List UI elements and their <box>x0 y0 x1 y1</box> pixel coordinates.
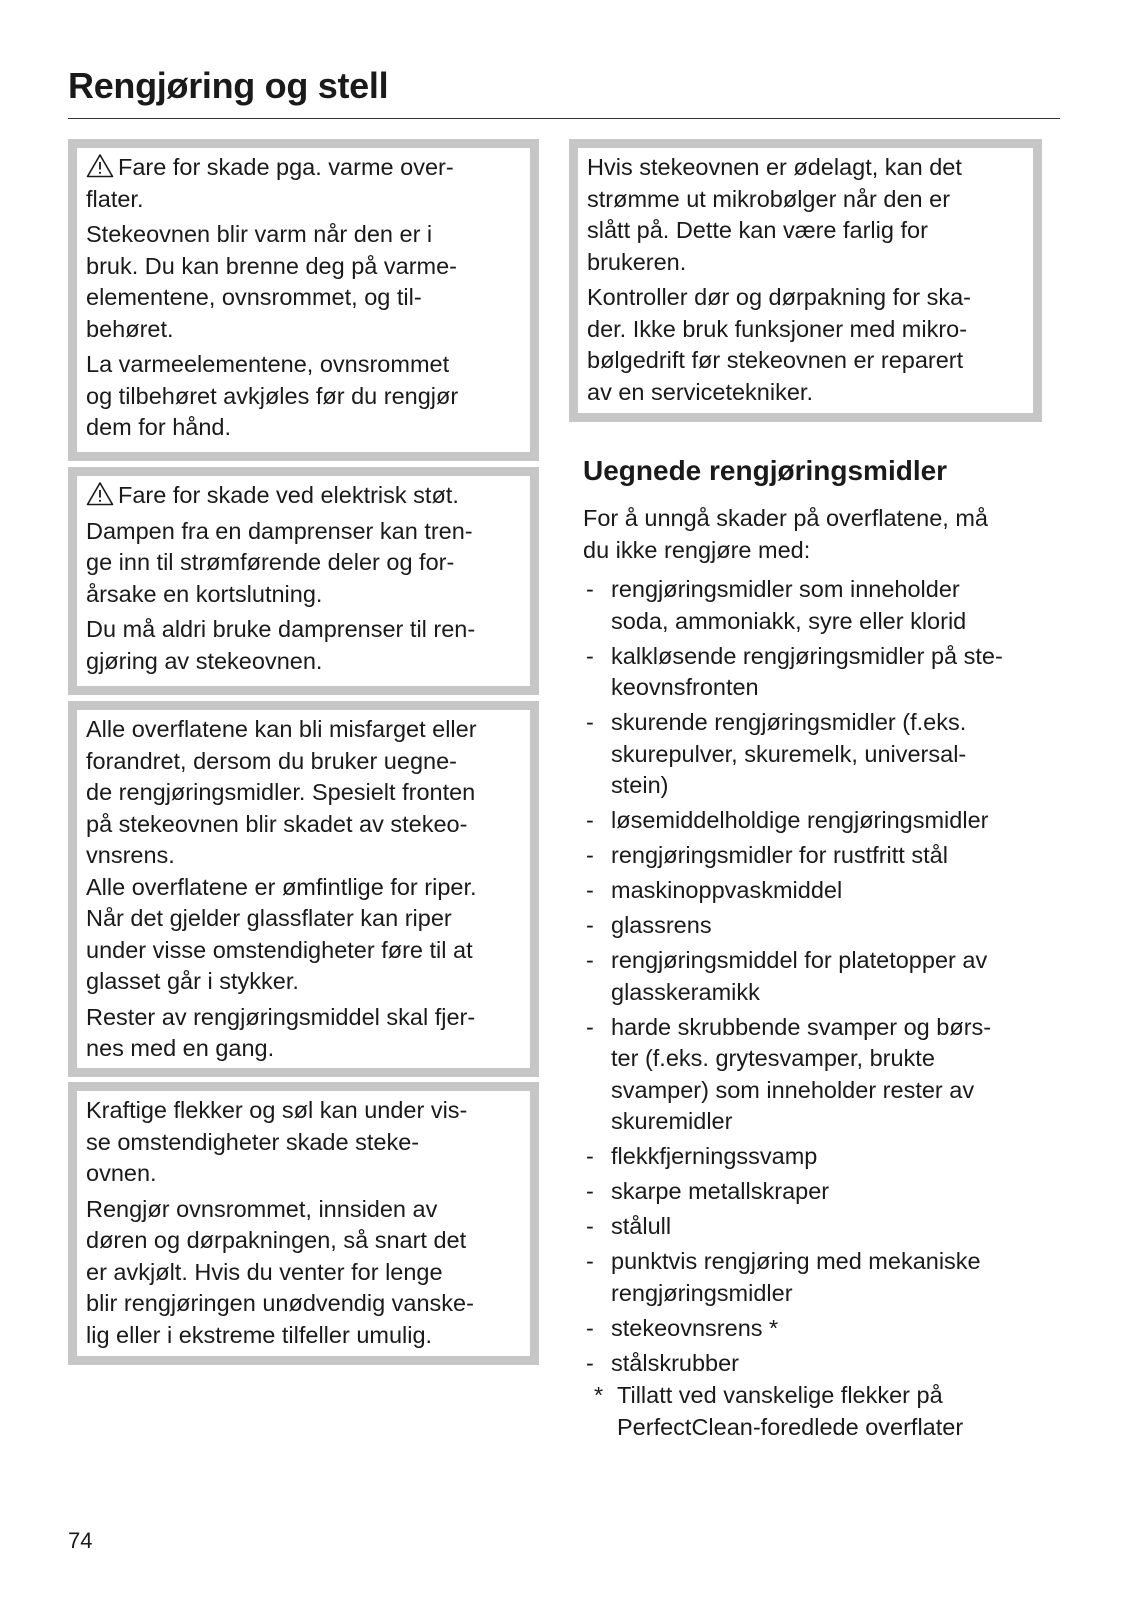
warning-box-electric <box>68 467 539 695</box>
list-item: - harde skrubbende svamper og børs- ter (f.eks. grytesvamper, brukte svamper) som inneholder rester av skuremidler <box>586 1013 992 1134</box>
notice-box-stains <box>68 1082 539 1365</box>
notice-text: Kontroller dør og dørpakning for ska- der. Ikke bruk funksjoner med mikro- bølgedrift før stekeovnen er reparert av en servicetekniker. <box>587 284 971 405</box>
list-item: - løsemiddelholdige rengjøringsmidler <box>583 805 1073 837</box>
list-dash: - <box>586 1178 594 1204</box>
list-dash: - <box>586 877 594 903</box>
list-dash: - <box>586 807 594 833</box>
footnote-marker: * <box>594 1382 604 1408</box>
list-dash: - <box>586 842 594 868</box>
warning-text: Dampen fra en damprenser kan tren- ge inn til strømførende deler og for- årsake en kortslutning. <box>86 517 473 607</box>
list-item: - rengjøringsmidler som inneholder soda, ammoniakk, syre eller klorid <box>586 576 967 634</box>
page-number: 74 <box>68 1528 93 1553</box>
list-item: - skarpe metallskraper <box>583 1176 1073 1208</box>
list-dash: - <box>586 947 594 973</box>
warning-box-heat <box>68 139 539 461</box>
notice-text: Rengjør ovnsrommet, innsiden av døren og dørpakningen, så snart det er avkjølt. Hvis du venter for lenge blir rengjøringen unødvendig vanske- lig eller i ekstreme tilfeller umulig. <box>86 1195 474 1348</box>
page-title: Rengjøring og stell <box>68 65 389 106</box>
warning-heading: Fare for skade pga. varme over- flater. <box>86 154 454 212</box>
section-intro: For å unngå skader på overflatene, må du ikke rengjøre med: <box>583 505 988 563</box>
list-item: - glassrens <box>583 910 1073 942</box>
list-dash: - <box>586 1314 594 1341</box>
list-item: - maskinoppvaskmiddel <box>583 875 1073 907</box>
list-item: - punktvis rengjøring med mekaniske rengjøringsmidler <box>586 1248 981 1306</box>
list-item: - rengjøringsmiddel for platetopper av glasskeramikk <box>586 947 988 1005</box>
notice-box-microwave <box>569 139 1042 422</box>
notice-text: Kraftige flekker og søl kan under vis- se omstendigheter skade steke- ovnen. <box>86 1097 468 1186</box>
warning-heading: Fare for skade ved elektrisk støt. <box>86 480 524 512</box>
warning-triangle-icon <box>86 481 114 506</box>
list-dash: - <box>586 576 594 602</box>
list-item: - flekkfjerningssvamp <box>583 1141 1073 1173</box>
warning-text: La varmeelementene, ovnsrommet og tilbehøret avkjøles før du rengjør dem for hånd. <box>86 351 459 440</box>
list-dash: - <box>586 1143 594 1169</box>
warning-text: Du må aldri bruke damprenser til ren- gjøring av stekeovnen. <box>86 616 476 674</box>
list-dash: - <box>586 1248 594 1274</box>
unsuitable-cleaners-list <box>583 574 1073 1383</box>
notice-text: Rester av rengjøringsmiddel skal fjer- nes med en gang. <box>86 1003 476 1061</box>
list-dash: - <box>586 642 594 669</box>
list-dash: - <box>586 912 594 938</box>
list-item: - rengjøringsmidler for rustfritt stål <box>583 840 1073 872</box>
section-title: Uegnede rengjøringsmidler <box>583 455 948 486</box>
list-item: - skurende rengjøringsmidler (f.eks. skurepulver, skuremelk, universal- stein) <box>586 709 967 798</box>
title-divider <box>68 118 1060 119</box>
footnote: * Tillatt ved vanskelige flekker på PerfectClean-foredlede overflater <box>594 1382 964 1440</box>
list-item: - stålskrubber <box>583 1348 1073 1380</box>
list-item: - stekeovnsrens * <box>583 1313 1073 1345</box>
notice-box-surfaces <box>68 701 539 1077</box>
list-dash: - <box>586 1349 594 1376</box>
list-dash: - <box>586 1013 594 1040</box>
list-item: - kalkløsende rengjøringsmidler på ste- keovnsfronten <box>586 642 1003 700</box>
list-dash: - <box>586 709 594 735</box>
warning-text: Stekeovnen blir varm når den er i bruk. Du kan brenne deg på varme- elementene, ovnsrommet, og til- behøret. <box>86 221 457 342</box>
notice-text: Hvis stekeovnen er ødelagt, kan det strømme ut mikrobølger når den er slått på. Dette kan være farlig for brukeren. <box>587 154 962 275</box>
warning-triangle-icon <box>86 153 114 178</box>
notice-text: Alle overflatene kan bli misfarget eller forandret, dersom du bruker uegne- de rengjøringsmidler. Spesielt fronten på stekeovnen blir skadet av stekeo- vnsrens. Alle overflatene er ømfintlige for riper. Når det gjelder glassflater kan riper under visse omstendigheter føre til at glasset går i stykker. <box>86 716 477 994</box>
list-item: - stålull <box>583 1211 1073 1243</box>
list-dash: - <box>586 1213 594 1239</box>
